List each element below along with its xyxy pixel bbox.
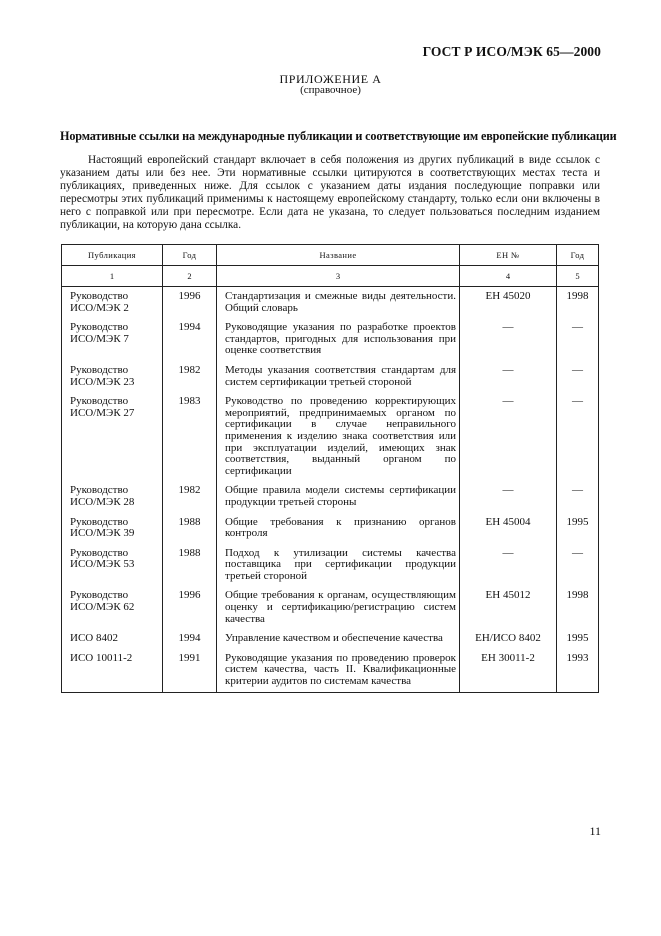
en-year-cell: 1995: [557, 513, 599, 544]
title-cell: Управление качеством и обеспечение качества: [217, 629, 460, 649]
publication-line: ИСО 8402: [70, 632, 118, 645]
table-row: [62, 544, 599, 587]
table-row: [62, 392, 599, 481]
en-number-cell: —: [460, 392, 557, 481]
table-row: [62, 318, 599, 361]
publication-line: ИСО/МЭК 2: [70, 301, 129, 314]
column-number: 5: [557, 266, 599, 287]
publication-line: ИСО/МЭК 39: [70, 527, 135, 540]
header-en-number: ЕН №: [460, 245, 557, 266]
en-number-cell: —: [460, 361, 557, 392]
references-table: [61, 244, 599, 693]
title-cell: Руководство по проведению корректирующих мероприятий, предпринимаемых органом по сертификации в случае неправильного применения к изделию знака соответствия или при эксплуатации изделий, имеющих знак соответствия, выданный органом по сертификации: [217, 392, 460, 481]
column-number-row: [62, 266, 599, 287]
title-cell: Руководящие указания по разработке проектов стандартов, пригодных для использования при оценке соответствия: [217, 318, 460, 361]
table-header-row: [62, 245, 599, 266]
title-cell: Руководящие указания по проведению проверок систем качества, часть II. Квалификационные критерии аудитов по системам качества: [217, 649, 460, 692]
table-row: [62, 586, 599, 629]
year-cell: 1988: [163, 513, 217, 544]
publication-line: Руководство: [70, 321, 129, 334]
column-number: 4: [460, 266, 557, 287]
year-cell: 1996: [163, 287, 217, 319]
column-number: 2: [163, 266, 217, 287]
publication-line: ИСО/МЭК 7: [70, 332, 129, 345]
en-year-cell: —: [557, 361, 599, 392]
appendix-subtitle: (справочное): [300, 84, 361, 96]
column-number: 1: [62, 266, 163, 287]
en-year-cell: —: [557, 318, 599, 361]
title-cell: Общие правила модели системы сертификации продукции третьей стороны: [217, 481, 460, 512]
en-number-cell: ЕН 45012: [460, 586, 557, 629]
publication-line: Руководство: [70, 546, 129, 559]
title-cell: Стандартизация и смежные виды деятельности. Общий словарь: [217, 287, 460, 319]
publication-line: Руководство: [70, 290, 129, 302]
publication-cell: [62, 287, 163, 319]
table-row: [62, 513, 599, 544]
publication-line: Руководство: [70, 395, 129, 408]
header-publication: Публикация: [62, 245, 163, 266]
en-number-cell: ЕН/ИСО 8402: [460, 629, 557, 649]
publication-line: Руководство: [70, 363, 129, 376]
publication-cell: [62, 649, 163, 692]
publication-line: ИСО 10011-2: [70, 651, 133, 664]
table-row: [62, 629, 599, 649]
header-en-year: Год: [557, 245, 599, 266]
en-number-cell: —: [460, 318, 557, 361]
year-cell: 1994: [163, 629, 217, 649]
en-year-cell: —: [557, 544, 599, 587]
en-year-cell: —: [557, 392, 599, 481]
table-row: [62, 481, 599, 512]
publication-line: Руководство: [70, 484, 129, 497]
publication-line: ИСО/МЭК 53: [70, 558, 135, 571]
publication-line: Руководство: [70, 515, 129, 528]
header-year: Год: [163, 245, 217, 266]
publication-cell: [62, 586, 163, 629]
year-cell: 1983: [163, 392, 217, 481]
title-cell: Методы указания соответствия стандартам для систем сертификации третьей стороной: [217, 361, 460, 392]
column-number: 3: [217, 266, 460, 287]
year-cell: 1991: [163, 649, 217, 692]
year-cell: 1994: [163, 318, 217, 361]
en-number-cell: ЕН 45004: [460, 513, 557, 544]
year-cell: 1982: [163, 361, 217, 392]
en-number-cell: ЕН 45020: [460, 287, 557, 319]
publication-line: ИСО/МЭК 28: [70, 495, 135, 508]
en-number-cell: —: [460, 544, 557, 587]
header-title: Название: [217, 245, 460, 266]
title-cell: Подход к утилизации системы качества поставщика при сертификации продукции третьей стороной: [217, 544, 460, 587]
document-code-header: ГОСТ Р ИСО/МЭК 65—2000: [422, 44, 601, 59]
section-title: Нормативные ссылки на международные публикации и соответствующие им европейские публикации: [60, 129, 617, 143]
en-year-cell: 1993: [557, 649, 599, 692]
en-number-cell: ЕН 30011-2: [460, 649, 557, 692]
publication-cell: [62, 481, 163, 512]
publication-line: ИСО/МЭК 27: [70, 406, 135, 419]
publication-cell: [62, 513, 163, 544]
intro-paragraph: Настоящий европейский стандарт включает в себя положения из других публикаций в виде ссылок с указанием даты или без нее. Эти нормативные ссылки цитируются в соответствующих местах теста и публикациях, приведенных ниже. Для ссылок с указанием даты издания последующие поправки или пересмотры этих публикаций применимы к настоящему европейскому стандарту, только если они включены в него с поправкой или при пересмотре. Если дата не указана, то следует пользоваться последним изданием публикации, на которую дана ссылка.: [60, 154, 600, 231]
publication-cell: [62, 629, 163, 649]
title-cell: Общие требования к признанию органов контроля: [217, 513, 460, 544]
publication-cell: [62, 392, 163, 481]
publication-cell: [62, 544, 163, 587]
year-cell: 1996: [163, 586, 217, 629]
publication-line: ИСО/МЭК 62: [70, 601, 135, 614]
table-row: [62, 287, 599, 319]
en-number-cell: —: [460, 481, 557, 512]
appendix-title: ПРИЛОЖЕНИЕ А: [279, 72, 382, 86]
publication-line: Руководство: [70, 589, 129, 602]
en-year-cell: 1995: [557, 629, 599, 649]
en-year-cell: 1998: [557, 287, 599, 319]
table-row: [62, 361, 599, 392]
publication-line: ИСО/МЭК 23: [70, 375, 135, 388]
publication-cell: [62, 361, 163, 392]
year-cell: 1988: [163, 544, 217, 587]
year-cell: 1982: [163, 481, 217, 512]
table-row: [62, 649, 599, 692]
en-year-cell: 1998: [557, 586, 599, 629]
publication-cell: [62, 318, 163, 361]
en-year-cell: —: [557, 481, 599, 512]
page-number: 11: [589, 824, 601, 838]
title-cell: Общие требования к органам, осуществляющим оценку и сертификацию/регистрацию систем качества: [217, 586, 460, 629]
